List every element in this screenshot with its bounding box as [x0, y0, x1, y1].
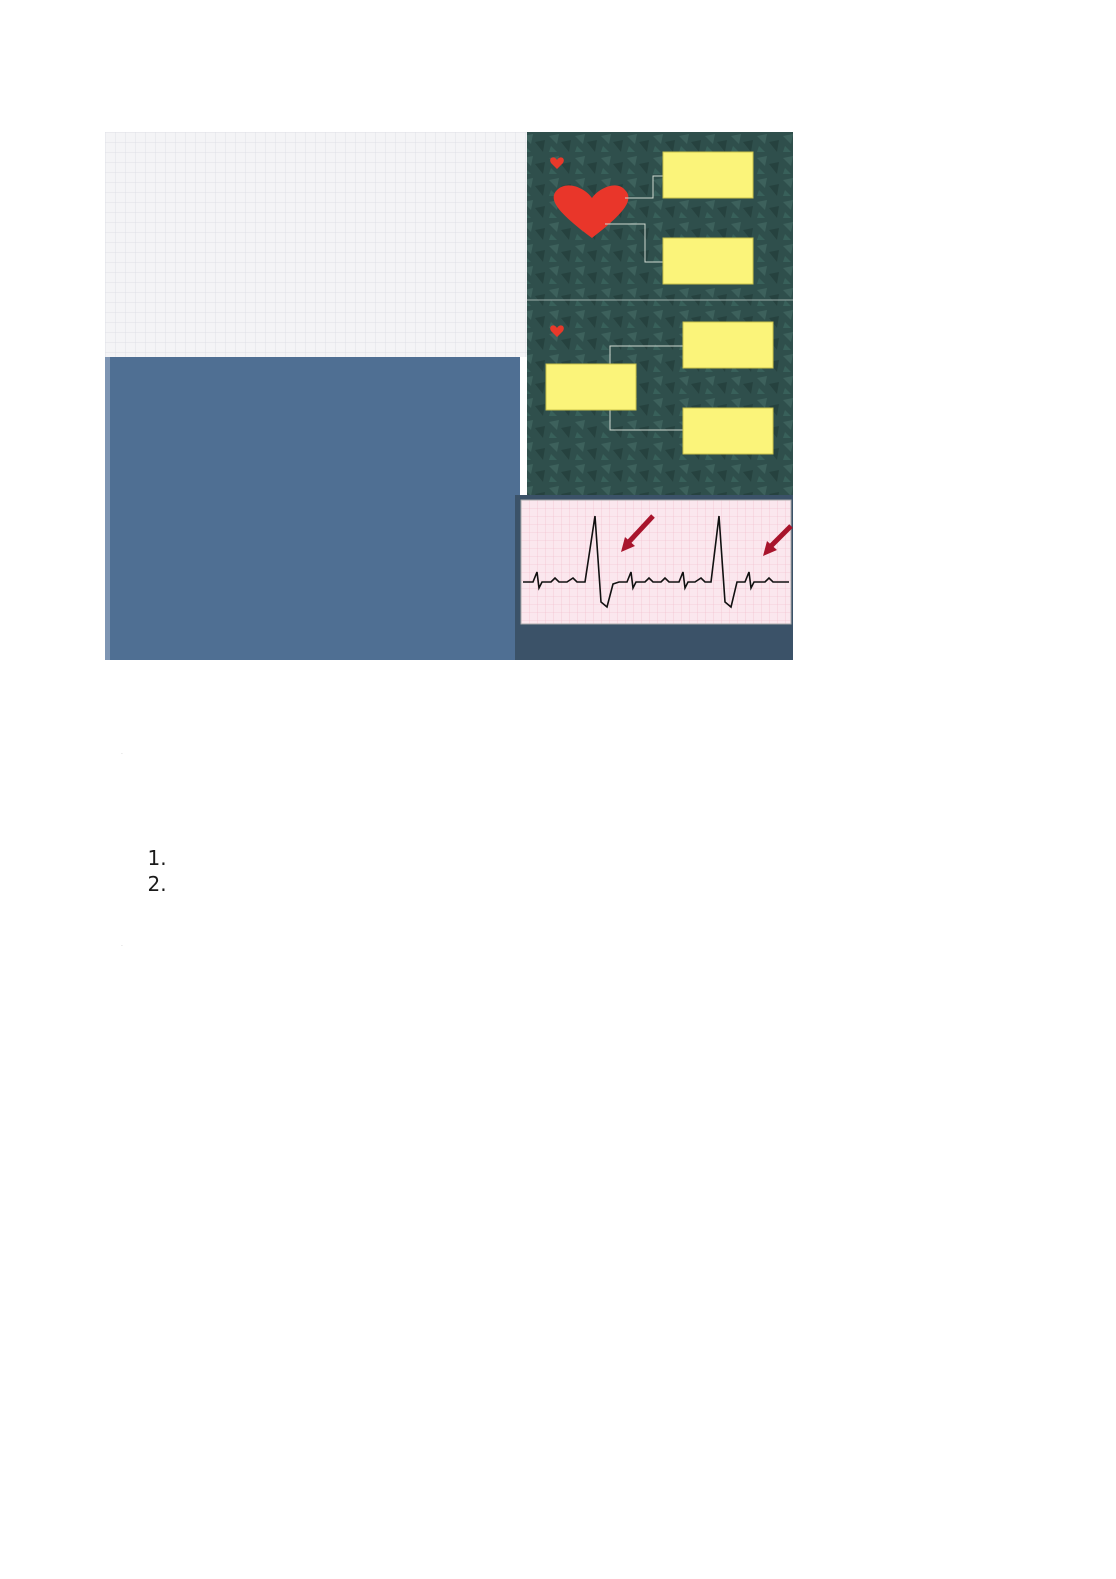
- spacer-dot: ·: [121, 943, 123, 950]
- list-item: [173, 845, 997, 871]
- box-ritmo-2: [546, 364, 636, 410]
- box-irregolare: [683, 408, 773, 454]
- heart-beats-panel: [527, 132, 793, 300]
- document-body: [107, 683, 997, 995]
- box-regolare: [683, 322, 773, 368]
- spacer-dot: ·: [121, 751, 123, 758]
- ecg-top-strip: [105, 132, 527, 357]
- box-frequenza: [663, 152, 753, 198]
- components-list: [107, 845, 997, 897]
- rhythm-panel: [527, 300, 793, 495]
- ecg-grid-panel: [105, 357, 520, 660]
- ecg-collage-figure: [105, 132, 793, 660]
- box-ritmo: [663, 238, 753, 284]
- paragraph-innervazione-1: [107, 707, 997, 733]
- list-item: [173, 871, 997, 897]
- ecg-collage-svg: [105, 132, 793, 660]
- extrasystole-panel: [515, 495, 793, 660]
